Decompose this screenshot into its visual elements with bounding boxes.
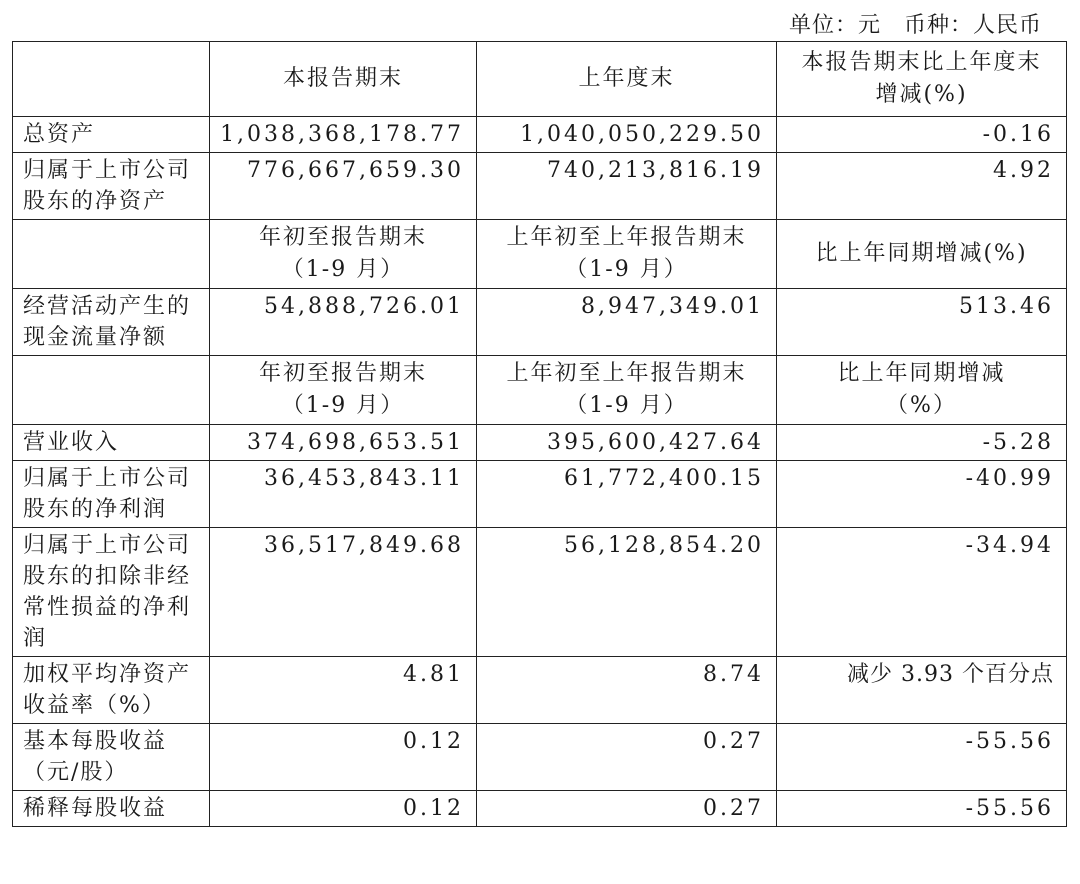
cell-prior: 740,213,816.19 [477, 153, 777, 220]
header-row-period-end [13, 42, 1067, 117]
table-row [13, 425, 1067, 461]
table-row [13, 528, 1067, 657]
cell-change: 4.92 [777, 153, 1067, 220]
cell-current: 0.12 [210, 724, 477, 791]
cell-prior: 395,600,427.64 [477, 425, 777, 461]
table-row [13, 791, 1067, 827]
header-blank-cell [13, 220, 210, 289]
header-ytd-prior [477, 220, 777, 289]
header-current-period-end: 本报告期末 [210, 42, 477, 117]
header-ytd-prior-2-line2: （1-9 月） [565, 393, 688, 418]
header-yoy-change-2-line2: （%） [886, 393, 957, 418]
header-blank-cell [13, 42, 210, 117]
cell-current: 374,698,653.51 [210, 425, 477, 461]
header-row-ytd-2 [13, 356, 1067, 425]
cell-prior: 8.74 [477, 657, 777, 724]
cell-prior: 56,128,854.20 [477, 528, 777, 657]
cell-current: 36,453,843.11 [210, 461, 477, 528]
header-ytd-prior-2-line1: 上年初至上年报告期末 [506, 361, 747, 386]
header-change-vs-prior-year-end: 本报告期末比上年度末增减(%) [777, 42, 1067, 117]
cell-current: 1,038,368,178.77 [210, 117, 477, 153]
cell-current: 0.12 [210, 791, 477, 827]
cell-change: -40.99 [777, 461, 1067, 528]
row-label: 总资产 [13, 117, 210, 153]
row-label: 加权平均净资产收益率（%） [13, 657, 210, 724]
table-row [13, 724, 1067, 791]
header-yoy-change-2 [777, 356, 1067, 425]
row-label: 基本每股收益（元/股） [13, 724, 210, 791]
table-row [13, 117, 1067, 153]
unit-currency-note: 单位：元 币种：人民币 [788, 13, 1042, 38]
cell-change: -0.16 [777, 117, 1067, 153]
header-ytd-current-2-line1: 年初至报告期末 [258, 361, 427, 386]
cell-prior: 0.27 [477, 791, 777, 827]
header-row-ytd [13, 220, 1067, 289]
header-ytd-prior-2 [477, 356, 777, 425]
table-row [13, 461, 1067, 528]
row-label: 营业收入 [13, 425, 210, 461]
cell-change: 513.46 [777, 289, 1067, 356]
header-ytd-prior-line1: 上年初至上年报告期末 [506, 225, 747, 250]
cell-current: 36,517,849.68 [210, 528, 477, 657]
header-ytd-current-2-line2: （1-9 月） [281, 393, 405, 418]
cell-current: 776,667,659.30 [210, 153, 477, 220]
header-ytd-current-2 [210, 356, 477, 425]
table-row [13, 153, 1067, 220]
row-label: 归属于上市公司股东的扣除非经常性损益的净利润 [13, 528, 210, 657]
cell-prior: 8,947,349.01 [477, 289, 777, 356]
cell-prior: 61,772,400.15 [477, 461, 777, 528]
row-label: 归属于上市公司股东的净利润 [13, 461, 210, 528]
header-ytd-current-line1: 年初至报告期末 [258, 225, 427, 250]
cell-change: 减少 3.93 个百分点 [777, 657, 1067, 724]
cell-prior: 1,040,050,229.50 [477, 117, 777, 153]
header-blank-cell [13, 356, 210, 425]
table-row [13, 289, 1067, 356]
cell-change: -55.56 [777, 791, 1067, 827]
financial-data-table [12, 41, 1067, 827]
header-yoy-change: 比上年同期增减(%) [777, 220, 1067, 289]
row-label: 归属于上市公司股东的净资产 [13, 153, 210, 220]
cell-prior: 0.27 [477, 724, 777, 791]
table-row [13, 657, 1067, 724]
header-ytd-current [210, 220, 477, 289]
cell-change: -5.28 [777, 425, 1067, 461]
header-ytd-current-line2: （1-9 月） [281, 257, 405, 282]
cell-current: 54,888,726.01 [210, 289, 477, 356]
header-yoy-change-2-line1: 比上年同期增减 [837, 361, 1006, 386]
cell-change: -34.94 [777, 528, 1067, 657]
cell-change: -55.56 [777, 724, 1067, 791]
cell-current: 4.81 [210, 657, 477, 724]
header-ytd-prior-line2: （1-9 月） [565, 257, 688, 282]
header-prior-year-end: 上年度末 [477, 42, 777, 117]
row-label: 经营活动产生的现金流量净额 [13, 289, 210, 356]
row-label: 稀释每股收益 [13, 791, 210, 827]
